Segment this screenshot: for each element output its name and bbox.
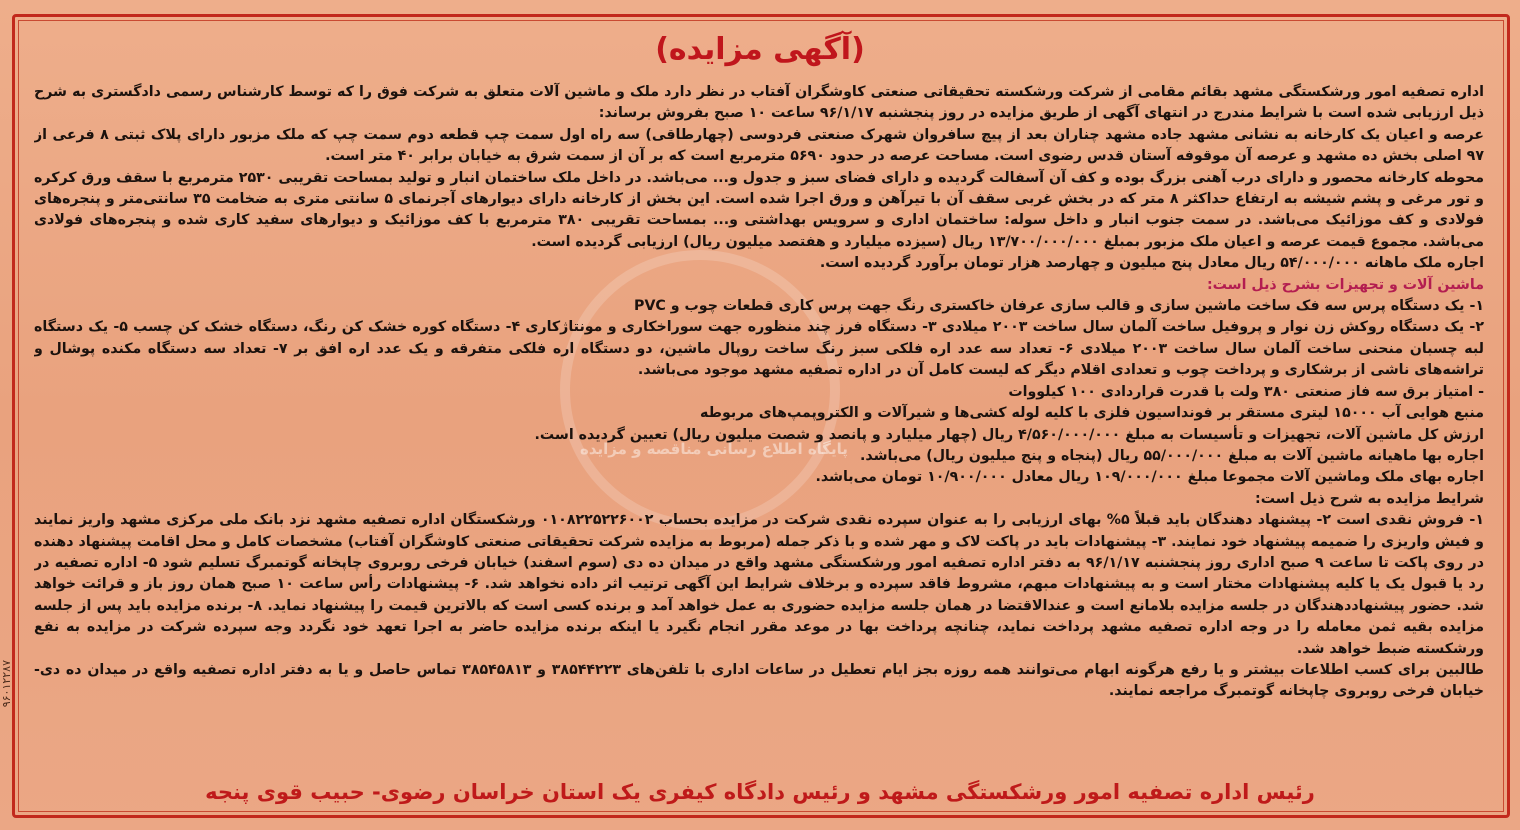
machine-item: - امتیاز برق سه فاز صنعتی ۳۸۰ ولت با قدرت قراردادی ۱۰۰ کیلووات — [1008, 383, 1484, 400]
intro-paragraph: اداره تصفیه امور ورشکستگی مشهد بقائم مقامی از شرکت ورشکسته تحقیقاتی صنعتی کاوشگران آفتاب در نظر دارد ملک و ماشین آلات متعلق به شرکت فوق را که توسط کارشناس رسمی دادگستری به شرح ذیل ارزیابی شده است با شرایط مندرج در انتهای آگهی از طریق مزایده در روز پنجشنبه ۹۶/۱/۱۷ ساعت ۱۰ صبح بفروش برساند: — [34, 84, 1484, 122]
machine-item: ۲- یک دستگاه روکش زن نوار و پروفیل ساخت آلمان سال ساخت ۲۰۰۳ میلادی ۳- دستگاه فرز چند منظوره جهت سوراخکاری و مونتاژکاری ۴- دستگاه کوره خشک کن رنگ، دستگاه خشک کن چسب ۵- یک دستگاه لبه چسبان منحنی ساخت آلمان سال ساخت ۲۰۰۳ میلادی ۶- تعداد سه عدد اره فلکی سبز رنگ ساخت روپال ماشین، دو دستگاه اره فلکی متفرقه و یک عدد اره افق بر ۷- تعداد سه دستگاه مکنده پوشال و تراشه‌های ناشی از برشکاری و پرداخت چوب و تعدادی اقلام دیگر که لیست کامل آن در اداره تصفیه مشهد موجود می‌باشد. — [34, 319, 1484, 379]
machine-item: اجاره بها ماهیانه ماشین آلات به مبلغ ۵۵/۰۰۰/۰۰۰ ریال (پنجاه و پنج میلیون ریال) می‌باشد. — [859, 447, 1484, 464]
machine-item: ارزش کل ماشین آلات، تجهیزات و تأسیسات به مبلغ ۴/۵۶۰/۰۰۰/۰۰۰ ریال (چهار میلیارد و پانصد و شصت میلیون ریال) تعیین گردیده است. — [534, 426, 1484, 443]
property-paragraph: عرصه و اعیان یک کارخانه به نشانی مشهد جاده مشهد چناران بعد از پیچ سافروان شهرک صنعتی فردوسی (چهارطاقی) سه راه اول سمت چپ قطعه دوم سمت چپ که ملک مزبور دارای پلاک ثبتی ۸ فرعی از ۹۷ اصلی بخش ده مشهد و عرصه آن موقوفه آستان قدس رضوی است. مساحت عرصه در حدود ۵۶۹۰ مترمربع است که بر آن از سمت شرق به خیابان برابر ۴۰ متر است. — [34, 126, 1484, 165]
rent-paragraph: اجاره ملک ماهانه ۵۴/۰۰۰/۰۰۰ ریال معادل پنج میلیون و چهارصد هزار تومان برآورد گردیده است. — [819, 255, 1484, 272]
building-paragraph: محوطه کارخانه محصور و دارای درب آهنی بزرگ بوده و کف آن آسفالت گردیده و دارای فضای سبز و جدول و... می‌باشد. در داخل ملک ساختمان انبار و تولید بمساحت تقریبی ۲۵۳۰ مترمربع با سقف ورق کرکره و تور مرغی و پشم شیشه به ارتفاع حداکثر ۸ متر که در بخش غربی سقف آن با تیرآهن و ورق اجرا شده است. این بخش از کارخانه دارای دیوارهای آجرنمای ۵ سانتی متری به ضخامت ۳۵ سانتی‌متر و پنجره‌های فولادی و کف موزائیک می‌باشد. در سمت جنوب انبار و داخل سوله: ساختمان اداری و سرویس بهداشتی و... بمساحت تقریبی ۳۸۰ مترمربع با کف موزائیک و دیوارهای سفید کاری شده و پنجره‌های فولادی می‌باشد. مجموع قیمت عرصه و اعیان ملک مزبور بمبلغ ۱۳/۷۰۰/۰۰۰/۰۰۰ ریال (سیزده میلیارد و هفتصد میلیون ریال) ارزیابی گردیده است. — [34, 169, 1484, 250]
terms-heading: شرایط مزایده به شرح ذیل است: — [1255, 490, 1484, 507]
machine-item: ۱- یک دستگاه پرس سه فک ساخت ماشین سازی و قالب سازی عرفان خاکستری رنگ جهت پرس کاری قطعات چوب و PVC — [634, 298, 1484, 315]
machine-item: منبع هوایی آب ۱۵۰۰۰ لیتری مستقر بر فونداسیون فلزی با کلیه لوله کشی‌ها و شیرآلات و الکتروپمپ‌های مربوطه — [700, 405, 1484, 422]
side-code: ۹۶۰۱۲۲۸۷ — [0, 660, 13, 708]
ad-body — [34, 82, 1484, 772]
machine-item: اجاره بهای ملک وماشین آلات مجموعا مبلغ ۱۰۹/۰۰۰/۰۰۰ ریال معادل ۱۰/۹۰۰/۰۰۰ تومان می‌باشد. — [815, 469, 1484, 486]
signature-line: رئیس اداره تصفیه امور ورشکستگی مشهد و رئیس دادگاه کیفری یک استان خراسان رضوی- حبیب قوی پنجه — [205, 780, 1315, 804]
contact-paragraph: طالبین برای کسب اطلاعات بیشتر و یا رفع هرگونه ابهام می‌توانند همه روزه بجز ایام تعطیل در ساعات اداری با تلفن‌های ۳۸۵۴۴۲۲۳ و ۳۸۵۴۵۸۱۳ تماس حاصل و یا به دفتر اداره تصفیه واقع در میدان ده دی- خیابان فرخی روبروی چاپخانه گوتمبرگ مراجعه نمایند. — [34, 661, 1484, 700]
terms-paragraph: ۱- فروش نقدی است ۲- پیشنهاد دهندگان باید قبلاً ۵% بهای ارزیابی را به عنوان سپرده نقدی شرکت در مزایده بحساب ۰۱۰۸۲۲۵۲۲۶۰۰۲ ورشکستگان اداره تصفیه مشهد نزد بانک ملی مرکزی مشهد واریز نمایند و فیش واریزی را ضمیمه پیشنهاد خود نمایند. ۳- پیشنهادات باید در پاکت لاک و مهر شده و با ذکر جمله (مربوط به مزایده شرکت تحقیقاتی صنعتی کاوشگران آفتاب) مشخصات کامل و محل اقامت پیشنهاد دهنده در روی پاکت تا ساعت ۹ صبح اداری روز پنجشنبه ۹۶/۱/۱۷ به دفتر اداره تصفیه امور ورشکستگی مشهد واقع در میدان ده دی (سوم اسفند) خیابان فرخی روبروی چاپخانه گوتمبرگ تسلیم شود ۵- اداره تصفیه در رد یا قبول یک یا کلیه پیشنهادات مختار است و به پیشنهادات مبهم، مشروط فاقد سپرده و برخلاف شرایط این آگهی ترتیب اثر داده نخواهد شد. ۶- پیشنهادات رأس ساعت ۱۰ صبح همان روز باز و قرائت خواهد شد. حضور پیشنهاددهندگان در جلسه مزایده بلامانع است و عندالاقتضا در همان جلسه مزایده حضوری به عمل خواهد آمد و برنده کسی است که بالاترین قیمت را پیشنهاد نماید. ۸- برنده مزایده باید پس از جلسه مزایده بقیه ثمن معامله را در وجه اداره تصفیه مشهد پرداخت نماید، چنانچه پرداخت بها در موعد مقرر انجام نگیرد یا اینکه برنده مزایده حاضر به اجرا تعهد خود نگردد وجه سپرده شرکت در مزایده به نفع ورشکسته ضبط خواهد شد. — [34, 512, 1484, 657]
machines-heading: ماشین آلات و تجهیزات بشرح ذیل است: — [1206, 276, 1484, 293]
ad-title: (آگهی مزایده) — [655, 32, 865, 67]
watermark-text: پایگاه اطلاع رسانی مناقصه و مزایده — [580, 440, 848, 458]
